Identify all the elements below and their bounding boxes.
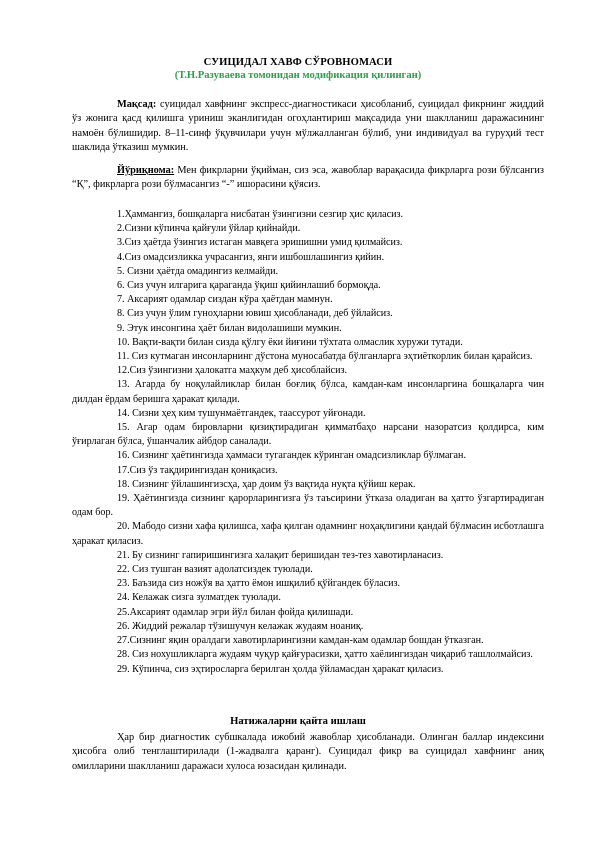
list-item: 19. Ҳаётингизда сизнинг қарорларингизга ўз таъсирини ўтказа оладиган ва ҳатто ўзгартирадиган одам бор. <box>72 493 544 519</box>
list-item: 6. Сиз учун илгарига қараганда ўқиш қийинлашиб бормоқда. <box>117 280 381 292</box>
list-item: 29. Кўпинча, сиз эҳтиросларга берилган ҳолда ўйламасдан ҳаракат қиласиз. <box>117 663 444 675</box>
list-item: 27.Сизнинг яқин оралдаги хавотирларингизни камдан-кам одамлар бошдан ўтказган. <box>117 635 484 647</box>
list-item: 1.Ҳаммангиз, бошқаларга нисбатан ўзингизни сезгир ҳис қиласиз. <box>117 209 404 220</box>
list-item: 8. Сиз учун ўлим гуноҳларни ювиш ҳисобланади, деб ўйлайсиз. <box>117 308 393 320</box>
list-item: 10. Вақти-вақти билан сизда қўлгу ёки йиғини тўхтата олмаслик хуружи тутади. <box>117 336 463 348</box>
list-item: 21. Бу сизнинг гапиришингизга халақит беришидан тез-тез хавотирланасиз. <box>117 549 444 561</box>
document-title: СУИЦИДАЛ ХАВФ СЎРОВНОМАСИ <box>203 57 393 68</box>
list-item: 5. Сизни ҳаётда омадингиз келмайди. <box>117 265 279 277</box>
goal-paragraph <box>72 98 544 156</box>
list-item: 7. Аксарият одамлар сиздан кўра ҳаётдан мамнун. <box>117 294 333 306</box>
list-item: 24. Келажак сизга зулматдек туюлади. <box>117 592 281 604</box>
instruction-paragraph <box>72 164 544 193</box>
list-item: 17.Сиз ўз тақдирингиздан қониқасиз. <box>117 464 278 476</box>
question-list <box>72 208 544 677</box>
list-item: 15. Агар одам бировларни қизиқтирадиган қимматбаҳо нарсани назоратсиз қолдирса, ким ўғирлаган бўлса, ўшанчалик айбдор саналади. <box>72 422 544 448</box>
document-subtitle: (Т.Н.Разуваева томонидан модификация қилинган) <box>174 70 422 81</box>
list-item: 23. Баъзида сиз ножўя ва ҳатто ёмон ишқилиб қўйгандек бўласиз. <box>117 578 401 590</box>
list-item: 25.Аксарият одамлар эгри йўл билан фойда қилишади. <box>117 606 354 618</box>
list-item: 20. Мабодо сизни хафа қилишса, хафа қилган одамнинг ноҳақлигини қандай бўлмасин исботлашга ҳаракат қиласиз. <box>72 521 544 547</box>
list-item: 28. Сиз нохушликларга жудаям чуқур қайғурасизки, ҳатто хаёлингиздан чиқариб ташлолмайсиз. <box>117 649 533 661</box>
list-item: 18. Сизнинг ўйлашингизсҳа, ҳар доим ўз вақтида нуқта қўйиш керак. <box>117 478 416 490</box>
list-item: 13. Агарда бу ноқулайликлар билан боғлиқ бўлса, камдан-кам инсонларгина бошқаларга чин дилдан ёрдам беришга ҳаракат қилади. <box>72 379 544 405</box>
list-item: 22. Сиз тушган вазият адолатсиздек туюлади. <box>117 564 313 576</box>
list-item: 12.Сиз ўзингизни ҳалокатга маҳкум деб ҳисоблайсиз. <box>117 365 348 377</box>
results-paragraph <box>72 731 544 774</box>
results-text: Ҳар бир диагностик субшкалада ижобий жавоблар ҳисобланади. Олинган баллар индексини ҳисобга олиб тенглаштирилади (1-жадвалга қаранг). Суицидал фикр ва суицидал хавфнинг аниқ омилларини шаклланиш даражаси хулоса юзасидан қилинади. <box>72 732 544 772</box>
list-item: 4.Сиз омадсизликка учрасангиз, янги ишбошлашингиз қийин. <box>117 251 385 263</box>
instruction-text: Мен фикрларни ўқийман, сиз эса, жавоблар варақасида фикрларга рози бўлсангиз “Қ”, фикрларга рози бўлмасангиз “-” ишорасини қўясиз. <box>72 165 544 191</box>
list-item: 26. Жиддий режалар тўзишучун келажак жудаям ноаниқ. <box>117 620 364 632</box>
list-item: 11. Сиз кутмаган инсонларнинг дўстона муносабатда бўлганларга эҳтиёткорлик билан қарайсиз. <box>117 351 533 363</box>
list-item: 16. Сизнинг ҳаётингизда ҳаммаси тугагандек кўринган омадсизликлар бўлмаган. <box>117 450 466 462</box>
goal-text: суицидал хавфнинг экспресс-диагностикаси ҳисобланиб, суицидал фикрнинг жиддий ўз жонига қасд қилишга уриниш эканлигидан огоҳлантириш мақсадида уни шаклланиш даражасининг намоён бўлишидир. 8–11-синф ўқувчилари учун мўлжалланган бўлиб, уни индивидуал ва гуруҳий тест шаклида ўтказиш мумкин. <box>72 99 544 154</box>
goal-label: Мақсад: <box>117 99 157 110</box>
instruction-label: Йўриқнома: <box>117 165 175 176</box>
results-heading: Натижаларни қайта ишлаш <box>230 716 366 727</box>
list-item: 9. Этук инсонгина ҳаёт билан видолашиши мумкин. <box>117 322 342 334</box>
list-item: 2.Сизни кўпинча қайғули ўйлар қийнайди. <box>117 223 301 235</box>
list-item: 3.Сиз ҳаётда ўзингиз истаган мавқега эришишни умид қилмайсиз. <box>117 237 403 249</box>
list-item: 14. Сизни ҳеҳ ким тушунмаётгандек, таассурот уйғонади. <box>117 407 366 419</box>
